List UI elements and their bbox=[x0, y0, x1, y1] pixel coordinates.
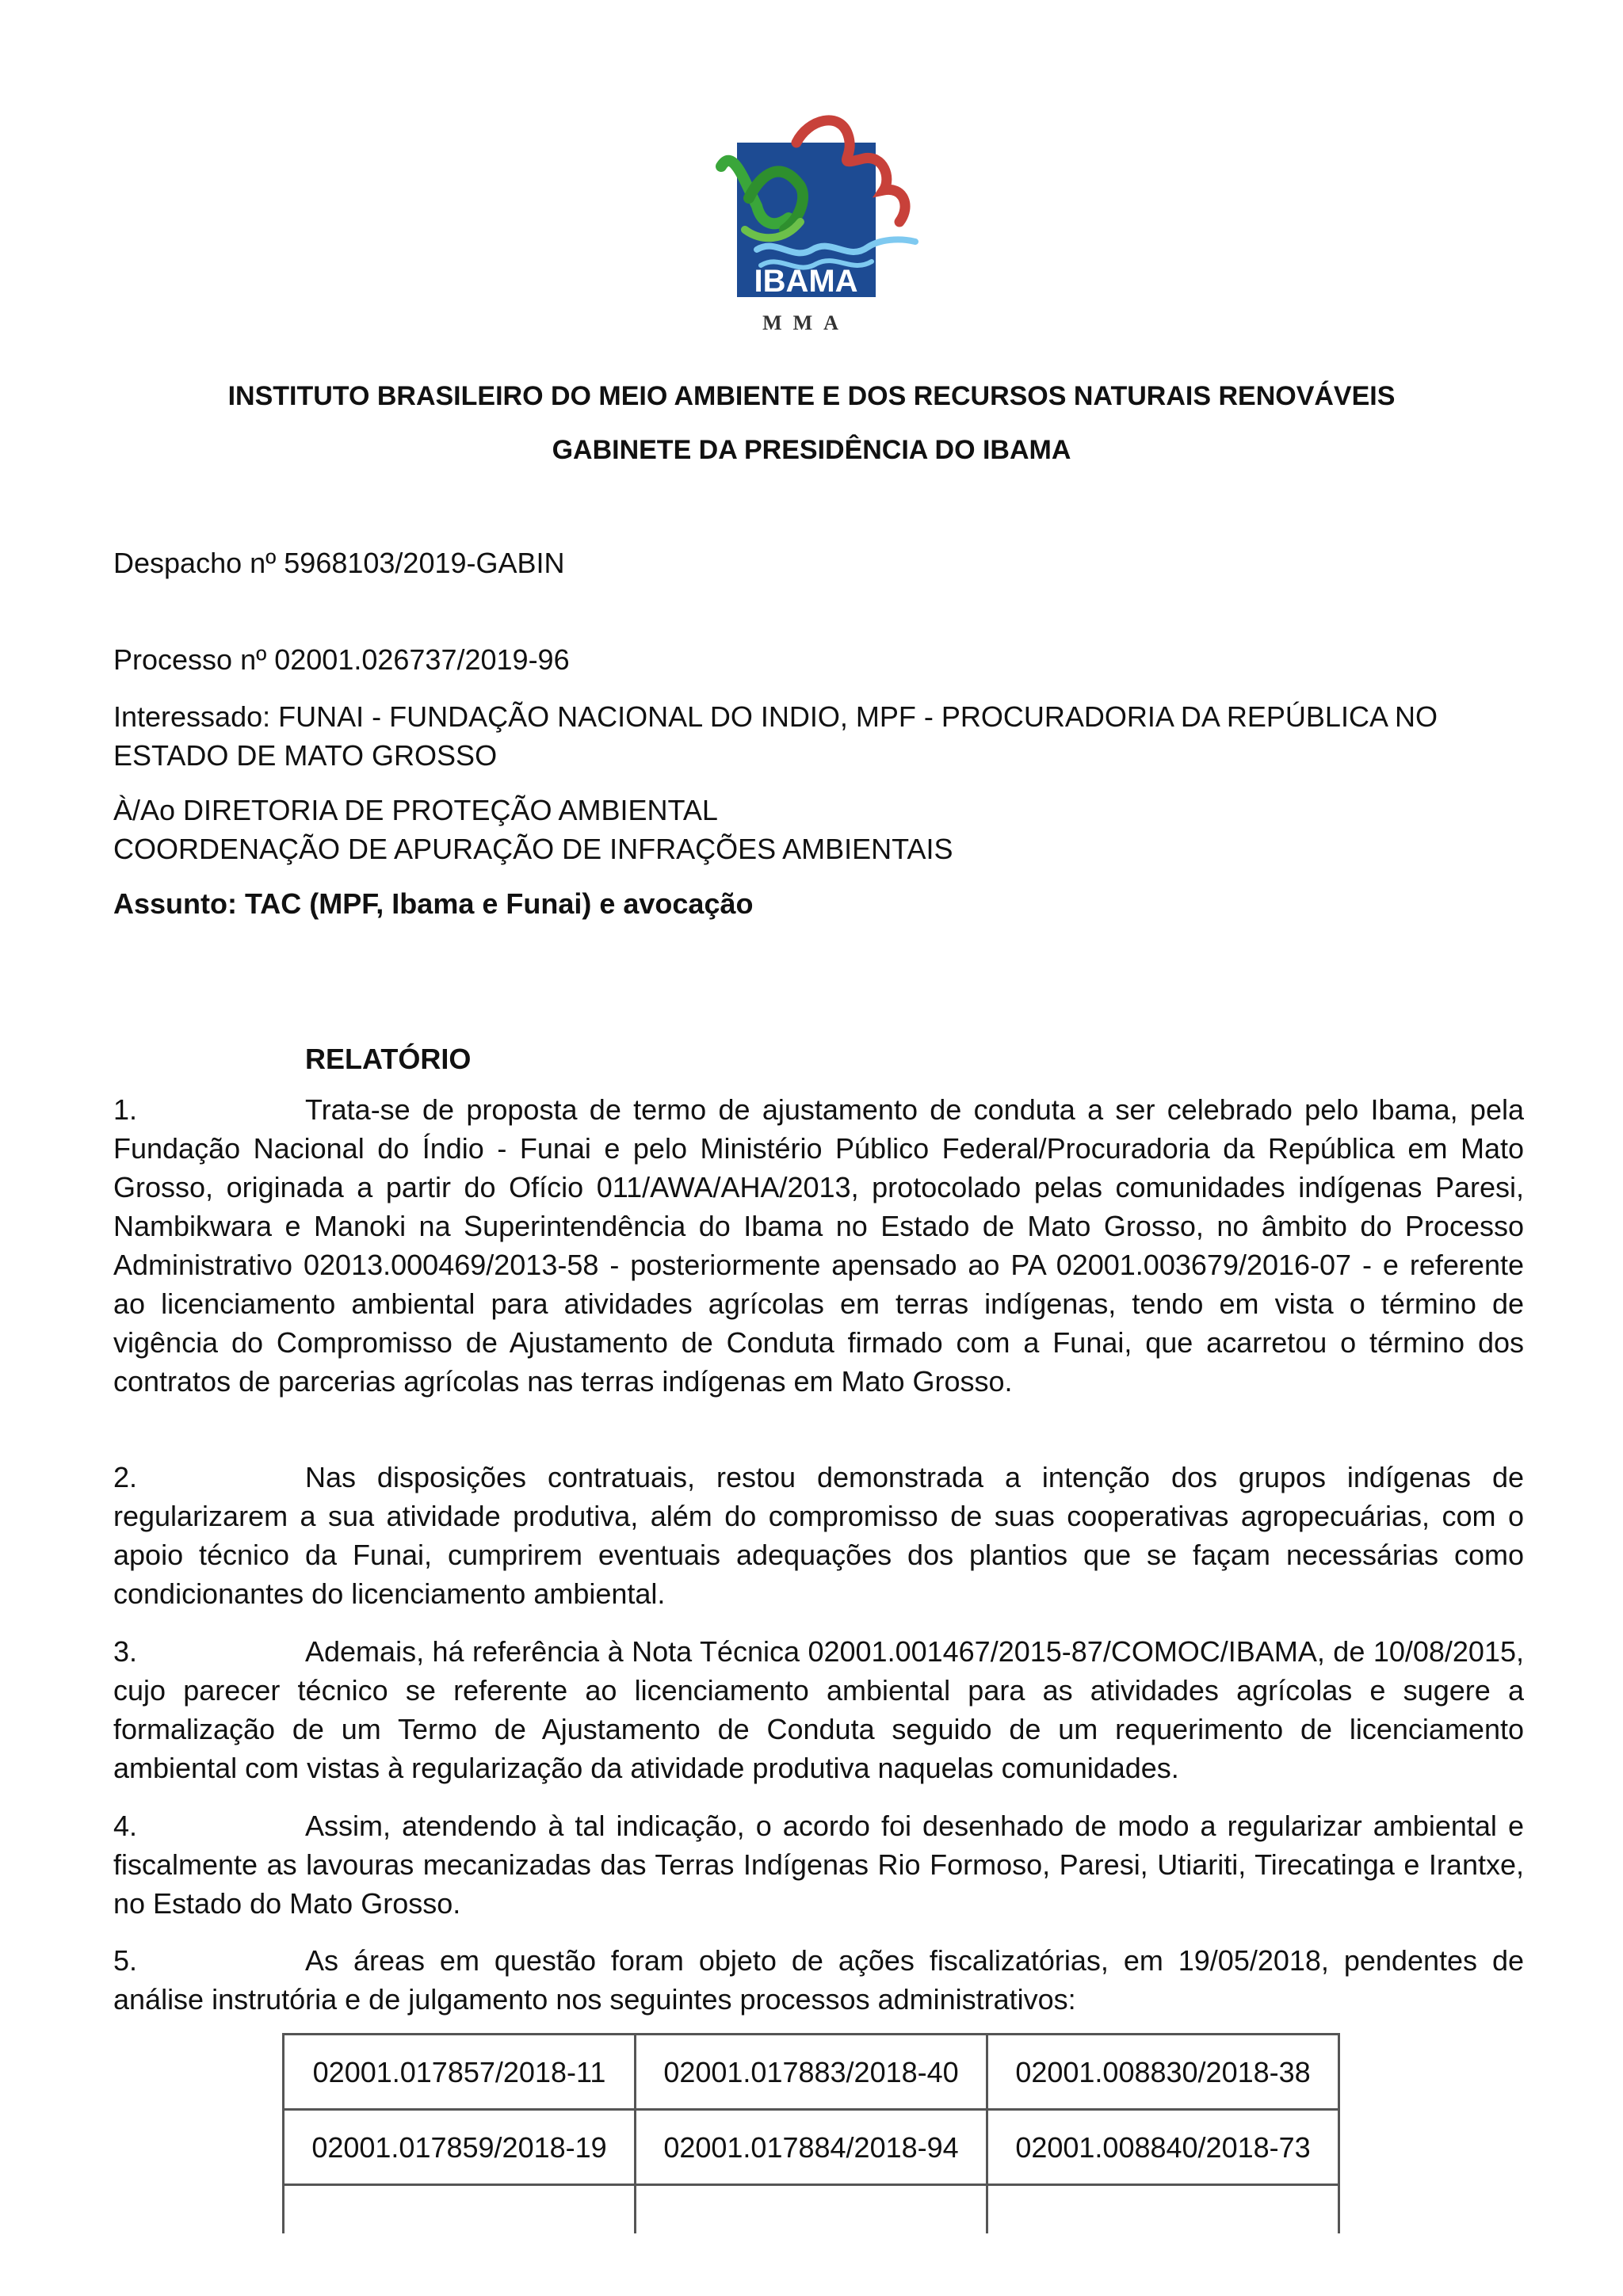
svg-text:MMA: MMA bbox=[762, 311, 850, 334]
table-cell: 02001.017859/2018-19 bbox=[284, 2110, 636, 2185]
subject: Assunto: TAC (MPF, Ibama e Funai) e avocação bbox=[113, 887, 754, 920]
table-cell: 02001.008840/2018-73 bbox=[987, 2110, 1339, 2185]
paragraph-4 bbox=[113, 1806, 1524, 1923]
paragraph-text: As áreas em questão foram objeto de ações fiscalizatórias, em 19/05/2018, pendentes de análise instrutória e de julgamento nos seguintes processos administrativos: bbox=[113, 1944, 1524, 2016]
paragraph-5 bbox=[113, 1941, 1524, 2019]
table-cell: 02001.017883/2018-40 bbox=[636, 2035, 987, 2110]
paragraph-3 bbox=[113, 1632, 1524, 1787]
paragraph-text: Trata-se de proposta de termo de ajustamento de conduta a ser celebrado pelo Ibama, pela Fundação Nacional do Índio - Funai e pelo Ministério Público Federal/Procuradoria da República em Mato Grosso, originada a partir do Ofício 011/AWA/AHA/2013, protocolado pelas comunidades indígenas Paresi, Nambikwara e Manoki na Superintendência do Ibama no Estado de Mato Grosso, no âmbito do Processo Administrativo 02013.000469/2013-58 - posteriormente apensado ao PA 02001.003679/2016-07 - e referente ao licenciamento ambiental para atividades agrícolas em terras indígenas, tendo em vista o término de vigência do Compromisso de Ajustamento de Conduta firmado com a Funai, que acarretou o término dos contratos de parcerias agrícolas nas terras indígenas em Mato Grosso. bbox=[113, 1093, 1524, 1398]
paragraph-number: 2. bbox=[113, 1461, 138, 1493]
ibama-logo bbox=[713, 111, 935, 341]
table-row bbox=[284, 2110, 1339, 2185]
recipient-block bbox=[113, 791, 1524, 868]
institution-heading: INSTITUTO BRASILEIRO DO MEIO AMBIENTE E DOS RECURSOS NATURAIS RENOVÁVEIS bbox=[227, 381, 1396, 411]
table-row bbox=[284, 2185, 1339, 2234]
paragraph-2 bbox=[113, 1458, 1524, 1613]
despacho-number: Despacho nº 5968103/2019-GABIN bbox=[113, 547, 565, 579]
recipient-line-1: À/Ao DIRETORIA DE PROTEÇÃO AMBIENTAL bbox=[113, 794, 718, 826]
processo-number: Processo nº 02001.026737/2019-96 bbox=[113, 643, 570, 676]
table-cell bbox=[284, 2185, 636, 2234]
table-row bbox=[284, 2035, 1339, 2110]
section-title-report: RELATÓRIO bbox=[305, 1043, 472, 1075]
paragraph-text: Assim, atendendo à tal indicação, o acordo foi desenhado de modo a regularizar ambiental e fiscalmente as lavouras mecanizadas das Terras Indígenas Rio Formoso, Paresi, Utiariti, Tirecatinga e Irantxe, no Estado do Mato Grosso. bbox=[113, 1810, 1524, 1920]
process-table bbox=[282, 2033, 1340, 2233]
paragraph-number: 5. bbox=[113, 1944, 138, 1977]
paragraph-number: 4. bbox=[113, 1810, 138, 1842]
office-heading: GABINETE DA PRESIDÊNCIA DO IBAMA bbox=[552, 435, 1071, 465]
recipient-line-2: COORDENAÇÃO DE APURAÇÃO DE INFRAÇÕES AMBIENTAIS bbox=[113, 833, 953, 865]
table-cell bbox=[987, 2185, 1339, 2234]
paragraph-text: Nas disposições contratuais, restou demonstrada a intenção dos grupos indígenas de regularizarem a sua atividade produtiva, além do compromisso de suas cooperativas agropecuárias, com o apoio técnico da Funai, cumprirem eventuais adequações dos plantios que se façam necessárias como condicionantes do licenciamento ambiental. bbox=[113, 1461, 1524, 1610]
paragraph-1 bbox=[113, 1090, 1524, 1401]
svg-text:IBAMA: IBAMA bbox=[754, 264, 858, 299]
interessado: Interessado: FUNAI - FUNDAÇÃO NACIONAL DO INDIO, MPF - PROCURADORIA DA REPÚBLICA NO ESTADO DE MATO GROSSO bbox=[113, 700, 1438, 772]
paragraph-text: Ademais, há referência à Nota Técnica 02001.001467/2015-87/COMOC/IBAMA, de 10/08/2015, cujo parecer técnico se referente ao licenciamento ambiental para as atividades agrícolas e sugere a formalização de um Termo de Ajustamento de Conduta seguido de um requerimento de licenciamento ambiental com vistas à regularização da atividade produtiva naquelas comunidades. bbox=[113, 1635, 1524, 1784]
paragraph-number: 1. bbox=[113, 1093, 138, 1126]
paragraph-number: 3. bbox=[113, 1635, 138, 1668]
table-cell bbox=[636, 2185, 987, 2234]
table-cell: 02001.017884/2018-94 bbox=[636, 2110, 987, 2185]
table-cell: 02001.008830/2018-38 bbox=[987, 2035, 1339, 2110]
table-cell: 02001.017857/2018-11 bbox=[284, 2035, 636, 2110]
